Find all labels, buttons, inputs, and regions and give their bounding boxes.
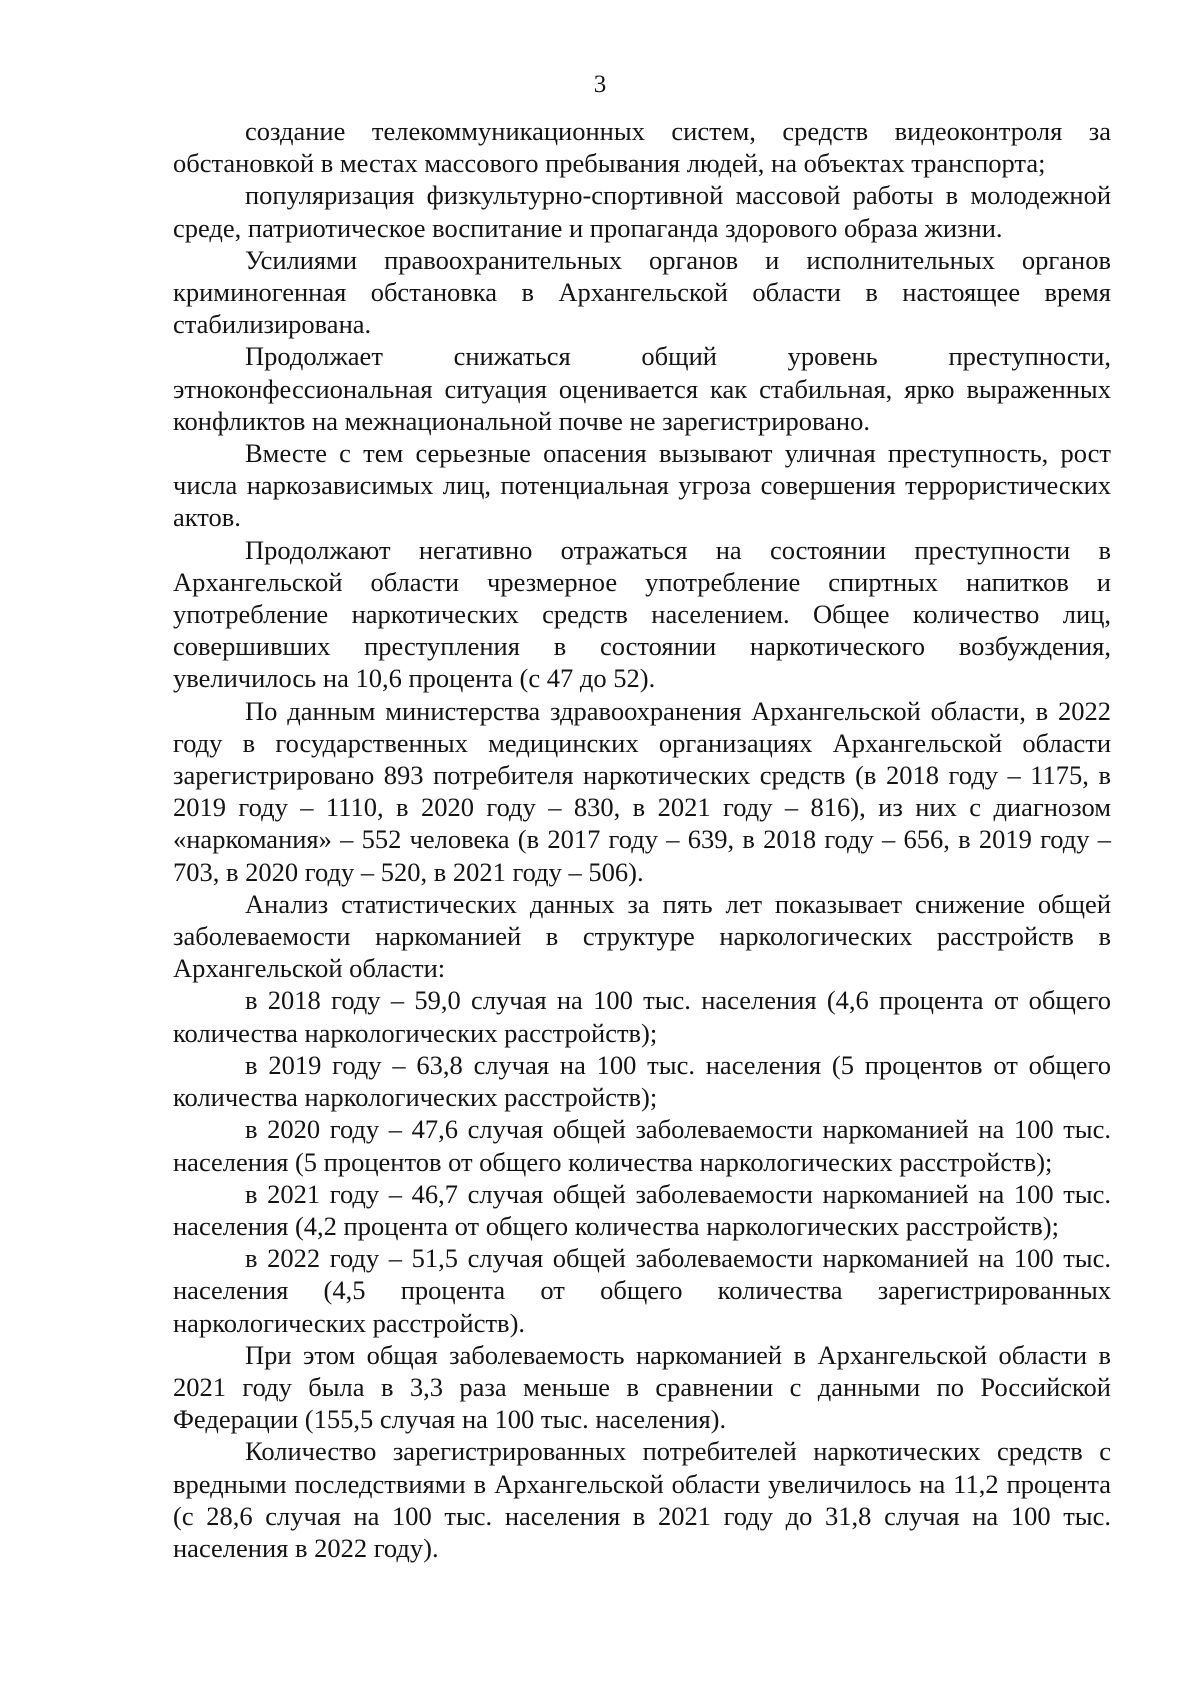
- paragraph: в 2018 году – 59,0 случая на 100 тыс. населения (4,6 процента от общего количества наркологических расстройств);: [173, 985, 1111, 1048]
- paragraph: Продолжают негативно отражаться на состоянии преступности в Архангельской области чрезмерное употребление спиртных напитков и употребление наркотических средств населением. Общее количество лиц, совершивших преступления в состоянии наркотического возбуждения, увеличилось на 10,6 процента (с 47 до 52).: [173, 534, 1111, 694]
- paragraph: По данным министерства здравоохранения Архангельской области, в 2022 году в государственных медицинских организациях Архангельской области зарегистрировано 893 потребителя наркотических средств (в 2018 году – 1175, в 2019 году – 1110, в 2020 году – 830, в 2021 году – 816), из них с диагнозом «наркомания» – 552 человека (в 2017 году – 639, в 2018 году – 656, в 2019 году – 703, в 2020 году – 520, в 2021 году – 506).: [173, 695, 1111, 887]
- paragraph: в 2020 году – 47,6 случая общей заболеваемости наркоманией на 100 тыс. населения (5 процентов от общего количества наркологических расстройств);: [173, 1114, 1111, 1177]
- paragraph: Анализ статистических данных за пять лет показывает снижение общей заболеваемости наркоманией в структуре наркологических расстройств в Архангельской области:: [173, 888, 1111, 984]
- paragraph: Количество зарегистрированных потребителей наркотических средств с вредными последствиями в Архангельской области увеличилось на 11,2 процента (с 28,6 случая на 100 тыс. населения в 2021 году до 31,8 случая на 100 тыс. населения в 2022 году).: [173, 1436, 1111, 1563]
- paragraph: популяризация физкультурно-спортивной массовой работы в молодежной среде, патриотическое воспитание и пропаганда здорового образа жизни.: [173, 180, 1111, 243]
- paragraph: Вместе с тем серьезные опасения вызывают уличная преступность, рост числа наркозависимых лиц, потенциальная угроза совершения террористических актов.: [173, 438, 1111, 533]
- paragraph: При этом общая заболеваемость наркоманией в Архангельской области в 2021 году была в 3,3 раза меньше в сравнении с данными по Российской Федерации (155,5 случая на 100 тыс. населения).: [173, 1339, 1111, 1435]
- paragraph: Усилиями правоохранительных органов и исполнительных органов криминогенная обстановка в Архангельской области в настоящее время стабилизирована.: [173, 244, 1111, 340]
- paragraph: в 2021 году – 46,7 случая общей заболеваемости наркоманией на 100 тыс. населения (4,2 процента от общего количества наркологических расстройств);: [173, 1178, 1111, 1241]
- document-body: [173, 115, 1111, 1564]
- paragraph: в 2022 году – 51,5 случая общей заболеваемости наркоманией на 100 тыс. населения (4,5 процента от общего количества зарегистрированных наркологических расстройств).: [173, 1243, 1111, 1338]
- paragraph: Продолжает снижаться общий уровень преступности, этноконфессиональная ситуация оценивается как стабильная, ярко выраженных конфликтов на межнациональной почве не зарегистрировано.: [173, 341, 1111, 436]
- page-number: 3: [593, 71, 607, 98]
- paragraph: в 2019 году – 63,8 случая на 100 тыс. населения (5 процентов от общего количества наркологических расстройств);: [173, 1049, 1111, 1113]
- paragraph: создание телекоммуникационных систем, средств видеоконтроля за обстановкой в местах массового пребывания людей, на объектах транспорта;: [173, 116, 1111, 179]
